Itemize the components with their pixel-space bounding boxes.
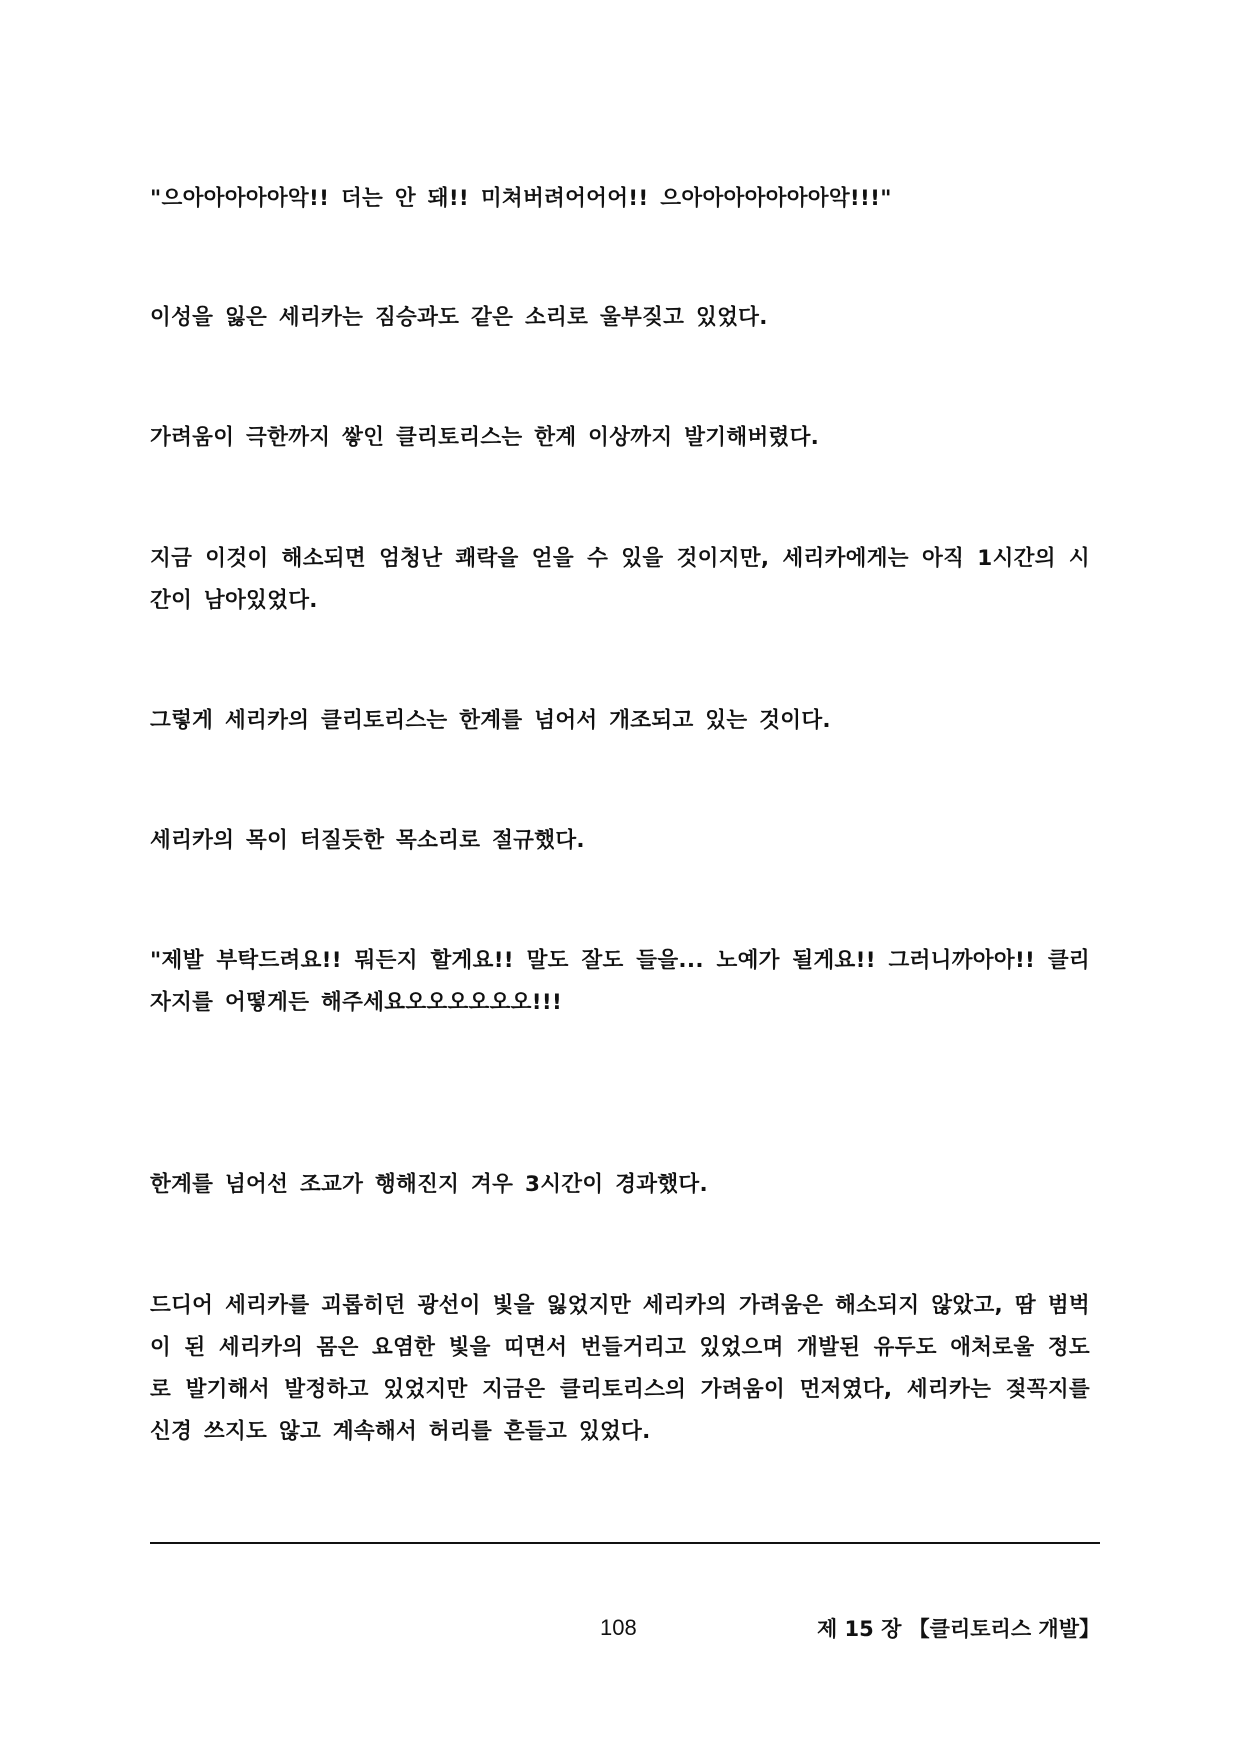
paragraph-1: "으아아아아아악!! 더는 안 돼!! 미쳐버려어어어!! 으아아아아아아아악!!!" [150, 186, 892, 211]
paragraph-8: 한계를 넘어선 조교가 행해진지 겨우 3시간이 경과했다. [150, 1172, 708, 1197]
paragraph-6: 세리카의 목이 터질듯한 목소리로 절규했다. [150, 828, 585, 853]
paragraph-4: 지금 이것이 해소되면 엄청난 쾌락을 얻을 수 있을 것이지만, 세리카에게는 아직 1시간의 시간이 남아있었다. [150, 546, 1090, 613]
paragraph-2: 이성을 잃은 세리카는 짐승과도 같은 소리로 울부짖고 있었다. [150, 305, 768, 330]
footer-divider [150, 1542, 1100, 1544]
paragraph-3: 가려움이 극한까지 쌓인 클리토리스는 한계 이상까지 발기해버렸다. [150, 425, 820, 450]
paragraph-5: 그렇게 세리카의 클리토리스는 한계를 넘어서 개조되고 있는 것이다. [150, 708, 831, 733]
page-number: 108 [600, 1615, 637, 1640]
paragraph-7: "제발 부탁드려요!! 뭐든지 할게요!! 말도 잘도 들을... 노예가 될게요!! 그러니까아아!! 클리 자지를 어떻게든 해주세요오오오오오오!!! [150, 948, 1090, 1015]
chapter-title: 제 15 장 【클리토리스 개발】 [816, 1617, 1100, 1641]
paragraph-9: 드디어 세리카를 괴롭히던 광선이 빛을 잃었지만 세리카의 가려움은 해소되지 않았고, 땀 범벅이 된 세리카의 몸은 요염한 빛을 띠면서 번들거리고 있었으며 개발된 유두도 애처로울 정도로 발기해서 발정하고 있었지만 지금은 클리토리스의 가려움이 먼저였다, 세리카는 젖꼭지를 신경 쓰지도 않고 계속해서 허리를 흔들고 있었다. [150, 1293, 1090, 1444]
